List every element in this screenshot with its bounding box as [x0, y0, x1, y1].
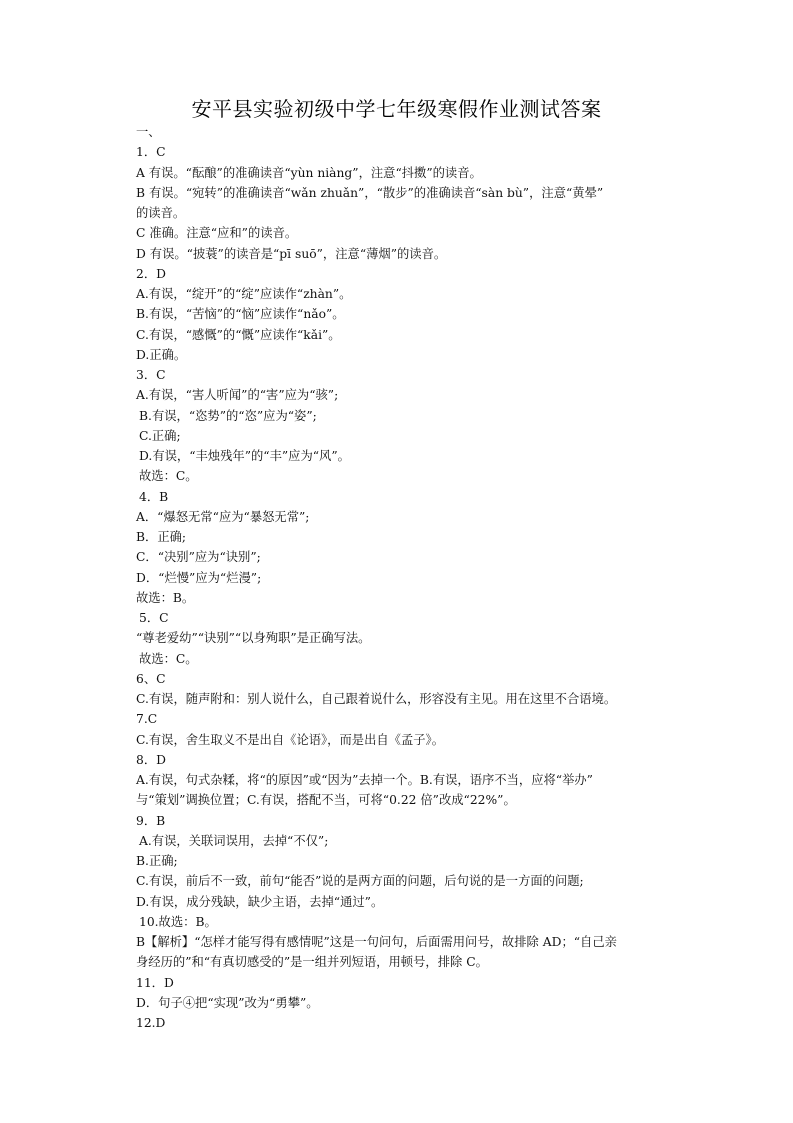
conclusion-line: 故选：B。 [136, 590, 195, 605]
explanation-line: A.有误，“害人听闻”的“害”应为“骇”; [136, 388, 339, 403]
answer-number: 9．B [136, 813, 166, 828]
answer-body [136, 122, 676, 1033]
explanation-line: 与“策划”调换位置；C.有误，搭配不当，可将“0.22 倍”改成“22%”。 [136, 793, 516, 808]
explanation-line: “尊老爱幼”“诀别”“以身殉职”是正确写法。 [136, 631, 371, 646]
answer-number: 2．D [136, 266, 166, 281]
answer-number: 6、C [136, 671, 166, 686]
answer-number: 7.C [136, 712, 158, 727]
explanation-line: D．“烂慢”应为“烂漫”; [136, 570, 262, 585]
explanation-line: B.有误，“恣势”的“恣”应为“姿”; [139, 408, 317, 423]
explanation-line: B．正确; [136, 530, 187, 544]
conclusion-line: 10.故选：B。 [139, 914, 217, 929]
explanation-line: A 有误。“酝酿”的准确读音“yùn niàng”，注意“抖擞”的读音。 [136, 165, 482, 180]
answer-number: 5．C [139, 611, 169, 625]
explanation-line: D 有误。“披蓑”的读音是“pī suō”，注意“薄烟”的读音。 [136, 246, 447, 261]
explanation-line: C.正确; [139, 428, 181, 443]
explanation-line: 身经历的”和“有真切感受的”是一组并列短语，用顿号，排除 C。 [136, 955, 488, 970]
explanation-line: 的读音。 [136, 206, 186, 220]
answer-number: 8．D [136, 752, 166, 767]
conclusion-line: 故选：C。 [139, 651, 198, 666]
explanation-line: A．“爆怒无常“应为“暴怒无常”; [136, 509, 310, 524]
explanation-line: C.有误，前后不一致，前句“能否”说的是两方面的问题，后句说的是一方面的问题; [136, 874, 584, 889]
answer-number: 4．B [139, 489, 169, 504]
explanation-line: C.有误，随声附和：别人说什么，自己跟着说什么，形容没有主见。用在这里不合语境。 [136, 692, 617, 706]
explanation-line: A.有误，关联词误用，去掉“不仅”; [139, 833, 329, 848]
answer-number: 1．C [136, 145, 166, 160]
explanation-line: D．句子④把“实现”改为“勇攀”。 [136, 995, 319, 1010]
conclusion-line: 故选：C。 [139, 469, 198, 484]
page-title: 安平县实验初级中学七年级寒假作业测试答案 [191, 97, 602, 121]
answer-number: 12.D [136, 1016, 166, 1030]
explanation-line: B【解析】“怎样才能写得有感情呢”这是一句问句，后面需用问号，故排除 AD；“自己亲 [136, 935, 617, 949]
explanation-line: B 有误。“宛转”的准确读音“wǎn zhuǎn”，“散步”的准确读音“sàn bù”，注意“黄晕” [136, 185, 604, 200]
explanation-line: D.有误，成分残缺，缺少主语，去掉“通过”。 [136, 894, 384, 909]
explanation-line: C.有误，“感慨”的“慨”应读作“kǎi”。 [136, 327, 341, 342]
explanation-line: A.有误，句式杂糅，将“的原因”或“因为”去掉一个。B.有误，语序不当，应将“举办” [136, 773, 593, 787]
explanation-line: D.有误，“丰烛残年”的“丰”应为“风”。 [139, 449, 350, 463]
answer-number: 11．D [136, 975, 174, 990]
explanation-line: A.有误，“绽开”的“绽”应读作“zhàn”。 [136, 287, 352, 301]
explanation-line: B.正确; [136, 854, 178, 868]
explanation-line: B.有误，“苦恼”的“恼”应读作“nǎo”。 [136, 307, 345, 322]
explanation-line: C.有误，舍生取义不是出自《论语》，而是出自《孟子》。 [136, 732, 445, 747]
answer-number: 3．C [136, 368, 166, 382]
explanation-line: D.正确。 [136, 347, 187, 362]
explanation-line: C．“决别”应为“诀别”; [136, 550, 261, 565]
explanation-line: C 准确。注意“应和”的读音。 [136, 226, 298, 241]
section-heading: 一、 [136, 125, 161, 139]
